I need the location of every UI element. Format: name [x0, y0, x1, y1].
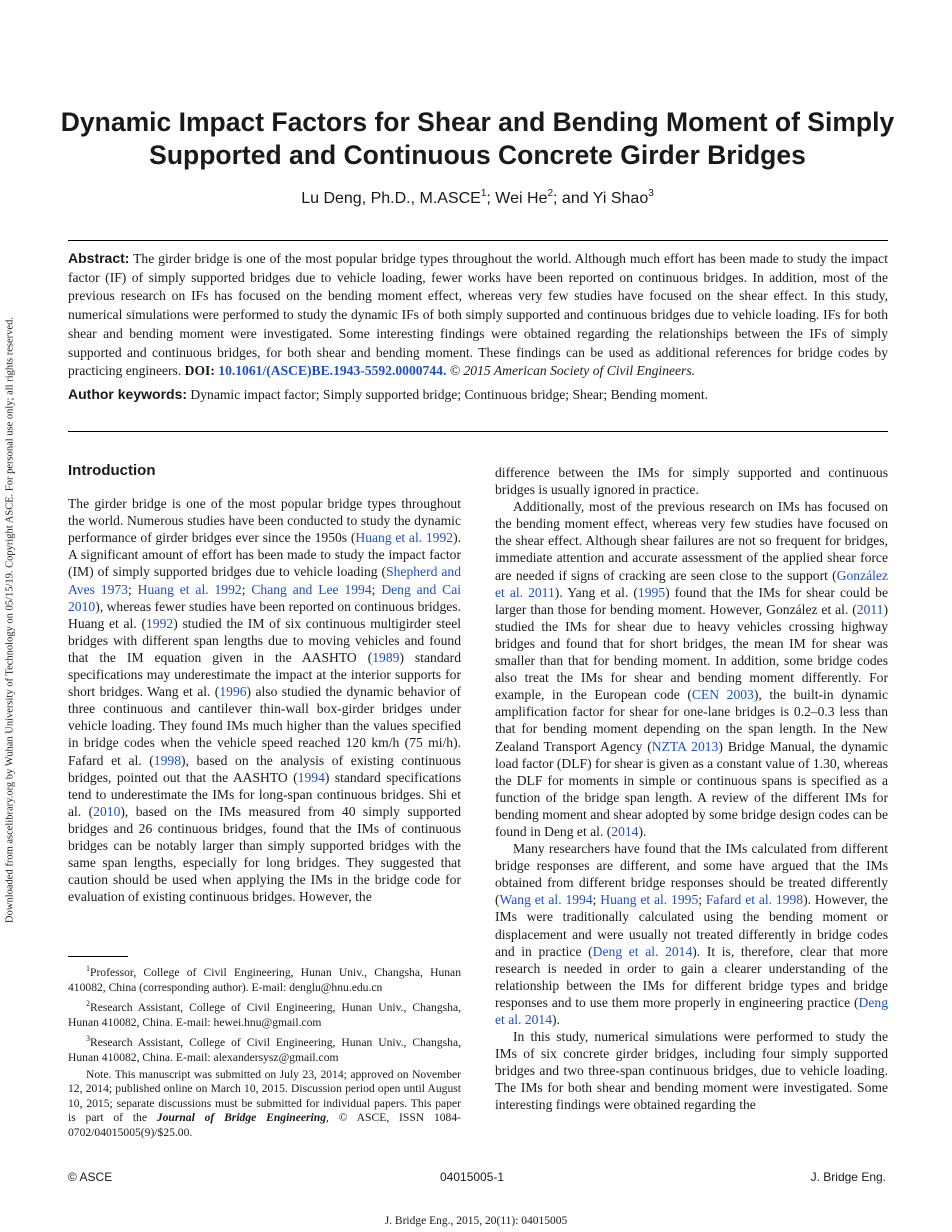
paper-title: Dynamic Impact Factors for Shear and Bending Moment of Simply Supported and Continuous Concrete Girder Bridges [60, 107, 895, 170]
footnote-author-3: $^3$Research Assistant, College of Civil Engineering, Hunan Univ., Changsha, Hunan 410082, China. E-mail: alexandersysz@gmail.com [68, 1034, 461, 1064]
citation-link[interactable]: 1994 [297, 769, 325, 785]
section-heading-introduction: Introduction [68, 462, 156, 479]
citation-link[interactable]: 1996 [219, 684, 247, 700]
copyright-notice: © 2015 American Society of Civil Engineers. [446, 363, 696, 379]
download-notice: Downloaded from ascelibrary.org by Wuhan University of Technology on 05/15/19. Copyright ASCE. For personal use only; all rights reserved. [4, 317, 16, 923]
citation-link[interactable]: 2010 [93, 803, 121, 819]
citation-link[interactable]: González et al. 2011 [495, 567, 888, 600]
abstract-text: The girder bridge is one of the most popular bridge types throughout the world. Although much effort has been made to study the impact factor (IF) of simply supported bridges due to vehicle loading, fewer works have been reported on continuous bridges. In addition, most of the previous research on IFs has focused on the bending moment effect, whereas very few studies have focused on the shear effect. In this study, numerical simulations were performed to study the dynamic IFs of both simply supported and continuous bridges due to vehicle loading. IFs for both shear and bending moment were investigated. Some interesting findings were obtained regarding the relationships between the IFs of simply supported and continuous bridges, for both shear and bending moment. These findings can be used as additional references for bridge codes by practicing engineers. [68, 251, 888, 379]
intro-paragraph-1-continuation: difference between the IMs for simply supported and continuous bridges is usually ignored in practice. [495, 465, 888, 498]
author-1-affiliation-mark: 1 [480, 188, 487, 199]
footnote-manuscript-note: Note. This manuscript was submitted on July 23, 2014; approved on November 12, 2014; published online on March 10, 2015. Discussion period open until August 10, 2015; separate discussions must be submitted for individual papers. This paper is part of the Journal of Bridge Engineering, © ASCE, ISSN 1084-0702/04015005(9)/$25.00. [68, 1067, 462, 1139]
citation-link[interactable]: CEN 2003 [691, 687, 754, 703]
citation-link[interactable]: Wang et al. 1994 [499, 892, 593, 908]
footer-page-id: 04015005-1 [440, 1170, 505, 1184]
doi-label: DOI: [184, 363, 215, 379]
citation-link[interactable]: Deng et al. 2014 [495, 994, 888, 1027]
citation-link[interactable]: Chang and Lee 1994 [251, 581, 372, 597]
footnote-divider [68, 956, 128, 957]
right-column [495, 464, 888, 1114]
author-2-affiliation-mark: 2 [547, 188, 554, 199]
keywords-text: Dynamic impact factor; Simply supported bridge; Continuous bridge; Shear; Bending moment. [187, 386, 709, 402]
citation-link[interactable]: 2011 [856, 601, 884, 617]
keywords-label: Author keywords: [68, 385, 188, 402]
citation-link[interactable]: Shepherd and Aves 1973 [68, 564, 461, 597]
author-2: Wei He [495, 190, 548, 207]
citation-link[interactable]: 1992 [146, 615, 174, 631]
citation-link[interactable]: Huang et al. 1995 [600, 892, 699, 908]
footer-journal: J. Bridge Eng. [810, 1170, 886, 1184]
author-separator: ; and [553, 190, 593, 207]
citation-link[interactable]: 2014 [611, 823, 639, 839]
author-separator: ; [486, 190, 496, 207]
citation-link[interactable]: 1989 [372, 649, 400, 665]
citation-link[interactable]: Huang et al. 1992 [355, 530, 454, 546]
citation-link[interactable]: Huang et al. 1992 [137, 581, 242, 597]
abstract [68, 249, 888, 381]
intro-paragraph-2: Additionally, most of the previous research on IMs has focused on the bending moment effect, whereas very few studies have focused on the shear effect. Although shear failures are not so frequent for bridges, immediate attention and accurate assessment of the applied shear force are needed if signs of cracking are seen close to the support (González et al. 2011). Yang et al. (1995) found that the IMs for shear could be larger than those for bending moment. However, González et al. (2011) studied the IMs for shear due to heavy vehicles crossing highway bridges and found that for short bridges, the mean IM for shear was smaller than that for bending moment. In addition, some bridge codes also treat the IMs for shear and bending moment differently. For example, in the European code (CEN 2003), the built-in dynamic amplification factor for shear for one-lane bridges is 0.2–0.3 less than that for bending moment depending on the span length. In the New Zealand Transport Agency (NZTA 2013) Bridge Manual, the dynamic load factor (DLF) for shear is given as a constant value of 1.30, whereas the DLF for moments in simple or continuous spans is specified as a function of the bridge span length. A review of the different IMs for bending moment and shear adopted by some bridge design codes can be found in Deng et al. (2014). [495, 499, 889, 839]
author-1: Lu Deng, Ph.D., M.ASCE [301, 190, 481, 207]
footnote-author-2: $^2$Research Assistant, College of Civil Engineering, Hunan Univ., Changsha, Hunan 410082, China. E-mail: hewei.hnu@gmail.com [68, 999, 461, 1029]
footer-publisher: © ASCE [68, 1170, 113, 1184]
author-3-affiliation-mark: 3 [648, 188, 654, 199]
citation-link[interactable]: 1995 [637, 584, 666, 600]
author-3: Yi Shao [592, 190, 649, 207]
citation-link[interactable]: 1998 [153, 752, 181, 768]
intro-paragraph-4: In this study, numerical simulations were performed to study the IMs of six concrete girder bridges, including four simply supported bridges and two three-span continuous bridges, due to vehicle loading. The IMs for both shear and bending moment were investigated. Some interesting findings were obtained regarding the [495, 1029, 888, 1113]
citation-link[interactable]: NZTA 2013 [651, 738, 719, 754]
abstract-label: Abstract: [68, 250, 130, 266]
citation-link[interactable]: Deng et al. 2014 [592, 943, 693, 959]
footnote-author-1: $^1$Professor, College of Civil Engineering, Hunan Univ., Changsha, Hunan 410082, China (corresponding author). E-mail: denglu@hnu.edu.cn [68, 964, 461, 994]
citation-link[interactable]: Fafard et al. 1998 [705, 892, 804, 908]
doi-link[interactable]: 10.1061/(ASCE)BE.1943-5592.0000744. [218, 363, 447, 379]
intro-paragraph-1: The girder bridge is one of the most popular bridge types throughout the world. Numerous studies have been conducted to study the dynamic performance of girder bridges ever since the 1950s (Huang et al. 1992). A significant amount of effort has been made to study the impact factor (IM) of simply supported bridges due to vehicle loading (Shepherd and Aves 1973; Huang et al. 1992; Chang and Lee 1994; Deng and Cai 2010), whereas fewer studies have been reported on continuous bridges. Huang et al. (1992) studied the IM of six continuous multigirder steel bridges with different span lengths due to moving vehicles and found that the IM equation given in the AASHTO (1989) standard specifications may underestimate the impact at the interior supports for short bridges. Wang et al. (1996) also studied the dynamic behavior of three continuous and cantilever thin-wall box-girder bridges under vehicle loading. They found IMs much higher than the values specified in bridge codes when the vehicle speed reached 120 km/h (75 mi/h). Fafard et al. (1998), based on the analysis of existing continuous bridges, pointed out that the AASHTO (1994) standard specifications tend to underestimate the IMs for long-span continuous bridges. Shi et al. (2010), based on the IMs measured from 40 simply supported bridges and 26 continuous bridges, found that the IMs of continuous bridges can be notably larger than simply supported bridges with the same span lengths, especially for long bridges. They suggested that caution should be used when applying the IMs in the bridge code for evaluation of existing continuous bridges. However, the [68, 496, 461, 905]
intro-paragraph-3: Many researchers have found that the IMs calculated from different bridge responses are different, and some have argued that the IMs obtained from different bridge responses should be treated differently (Wang et al. 1994; Huang et al. 1995; Fafard et al. 1998). However, the IMs were traditionally calculated using the bending moment or displacement and were usually not treated differently in bridge codes and in practice (Deng et al. 2014). It is, therefore, clear that more research is needed in order to gain a clearer understanding of the relationship between the IMs for different bridge types and bridge responses and to use them more properly in engineering practice (Deng et al. 2014). [495, 841, 888, 1027]
left-column [68, 462, 461, 905]
abstract-box [68, 240, 888, 432]
author-line [60, 188, 895, 208]
footnotes [68, 962, 461, 1143]
author-keywords [68, 385, 888, 405]
citation-link[interactable]: Deng and Cai 2010 [68, 581, 461, 614]
bottom-citation: J. Bridge Eng., 2015, 20(11): 04015005 [384, 1215, 568, 1227]
